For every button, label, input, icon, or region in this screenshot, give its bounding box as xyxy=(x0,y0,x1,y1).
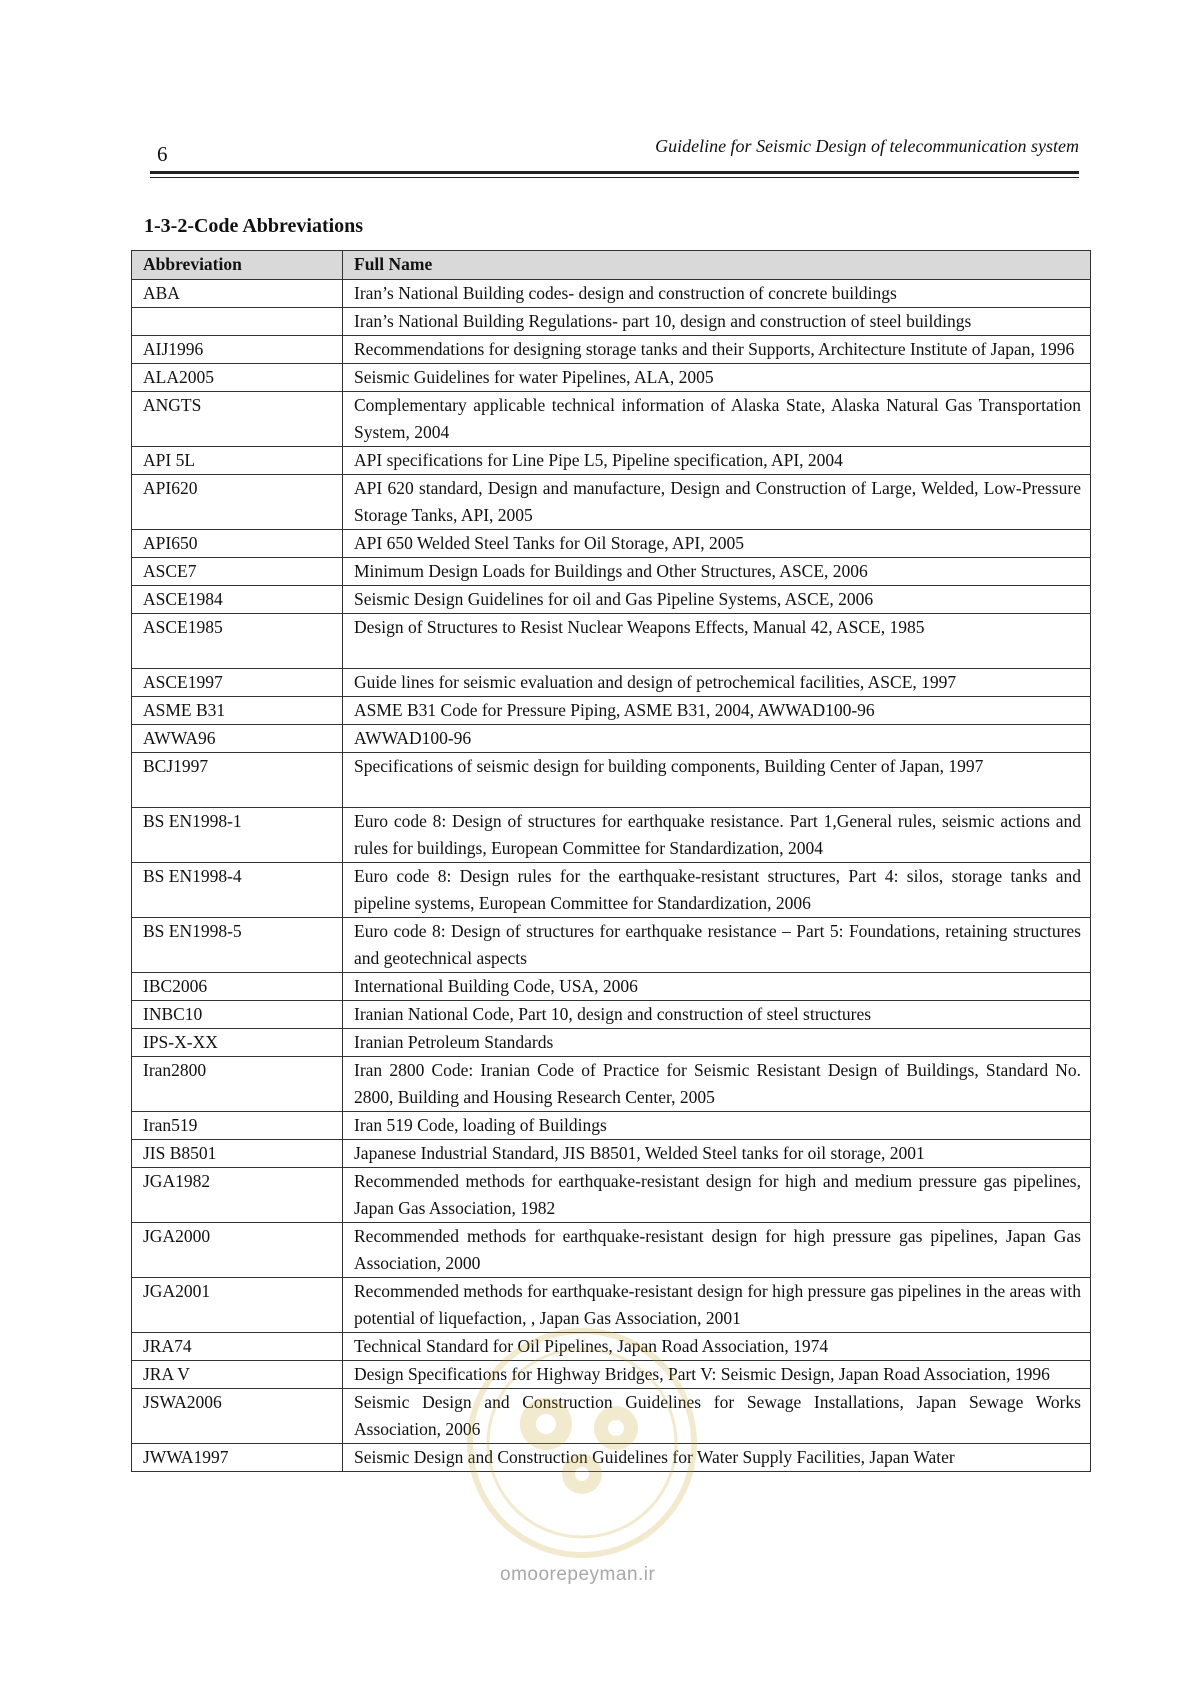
table-row xyxy=(132,1057,1091,1112)
full-name-text: Recommended methods for earthquake-resistant design for high pressure gas pipelines in the areas with potential of liquefaction, , Japan Gas Association, 2001 xyxy=(354,1281,1081,1328)
watermark-text: omoorepeyman.ir xyxy=(500,1564,656,1585)
full-name-text: Iranian Petroleum Standards xyxy=(354,1032,554,1052)
full-name-cell xyxy=(343,364,1091,392)
table-header-row xyxy=(132,251,1091,280)
full-name-cell xyxy=(343,1444,1091,1472)
table-row xyxy=(132,558,1091,586)
abbreviation-cell: Iran2800 xyxy=(132,1057,343,1112)
full-name-text: Design Specifications for Highway Bridges, Part V: Seismic Design, Japan Road Association, 1996 xyxy=(354,1364,1050,1384)
abbreviation-cell: ASCE1997 xyxy=(132,669,343,697)
abbreviation-cell: JSWA2006 xyxy=(132,1389,343,1444)
full-name-cell xyxy=(343,753,1091,808)
abbreviation-cell: BCJ1997 xyxy=(132,753,343,808)
full-name-text: Minimum Design Loads for Buildings and Other Structures, ASCE, 2006 xyxy=(354,561,868,581)
table-row xyxy=(132,669,1091,697)
abbreviation-cell: ALA2005 xyxy=(132,364,343,392)
abbreviation-cell: IBC2006 xyxy=(132,973,343,1001)
abbreviation-cell: JGA2000 xyxy=(132,1223,343,1278)
table-row xyxy=(132,1140,1091,1168)
full-name-cell xyxy=(343,1057,1091,1112)
abbreviation-cell: API 5L xyxy=(132,447,343,475)
table-row xyxy=(132,280,1091,308)
table-row xyxy=(132,1223,1091,1278)
full-name-cell xyxy=(343,808,1091,863)
abbreviation-cell: JWWA1997 xyxy=(132,1444,343,1472)
full-name-cell xyxy=(343,1168,1091,1223)
table-row xyxy=(132,697,1091,725)
full-name-cell xyxy=(343,1029,1091,1057)
full-name-text: Japanese Industrial Standard, JIS B8501, Welded Steel tanks for oil storage, 2001 xyxy=(354,1143,925,1163)
full-name-cell xyxy=(343,336,1091,364)
full-name-cell xyxy=(343,308,1091,336)
full-name-text: API specifications for Line Pipe L5, Pipeline specification, API, 2004 xyxy=(354,450,843,470)
full-name-text: Iran 519 Code, loading of Buildings xyxy=(354,1115,607,1135)
table-row xyxy=(132,918,1091,973)
full-name-cell xyxy=(343,725,1091,753)
full-name-text: Complementary applicable technical information of Alaska State, Alaska Natural Gas Transportation System, 2004 xyxy=(354,395,1081,442)
page-number: 6 xyxy=(157,142,168,166)
abbreviation-cell: ASCE7 xyxy=(132,558,343,586)
table-row xyxy=(132,308,1091,336)
full-name-cell xyxy=(343,1361,1091,1389)
abbreviations-table xyxy=(131,250,1091,1472)
full-name-text: ASME B31 Code for Pressure Piping, ASME B31, 2004, AWWAD100-96 xyxy=(354,700,875,720)
table-body xyxy=(132,280,1091,1472)
full-name-cell xyxy=(343,558,1091,586)
table-row xyxy=(132,863,1091,918)
table-row xyxy=(132,392,1091,447)
abbreviation-cell: ASME B31 xyxy=(132,697,343,725)
full-name-text: Euro code 8: Design rules for the earthquake-resistant structures, Part 4: silos, storage tanks and pipeline systems, European Committee for Standardization, 2006 xyxy=(354,866,1081,913)
full-name-cell xyxy=(343,973,1091,1001)
full-name-cell xyxy=(343,475,1091,530)
full-name-cell xyxy=(343,1140,1091,1168)
full-name-text: Guide lines for seismic evaluation and design of petrochemical facilities, ASCE, 1997 xyxy=(354,672,957,692)
table-row xyxy=(132,725,1091,753)
table-row xyxy=(132,364,1091,392)
column-header-abbreviation: Abbreviation xyxy=(132,251,343,280)
table-row xyxy=(132,1168,1091,1223)
full-name-text: API 650 Welded Steel Tanks for Oil Storage, API, 2005 xyxy=(354,533,744,553)
abbreviation-cell: BS EN1998-5 xyxy=(132,918,343,973)
full-name-cell xyxy=(343,530,1091,558)
abbreviation-cell xyxy=(132,308,343,336)
abbreviation-cell: JGA2001 xyxy=(132,1278,343,1333)
table-row xyxy=(132,530,1091,558)
section-heading: 1-3-2-Code Abbreviations xyxy=(144,215,364,237)
abbreviation-cell: INBC10 xyxy=(132,1001,343,1029)
abbreviation-cell: BS EN1998-1 xyxy=(132,808,343,863)
table-row xyxy=(132,475,1091,530)
full-name-text: AWWAD100-96 xyxy=(354,728,472,748)
running-title: Guideline for Seismic Design of telecommunication system xyxy=(655,136,1079,156)
abbreviation-cell: ANGTS xyxy=(132,392,343,447)
full-name-cell xyxy=(343,1001,1091,1029)
full-name-text: Recommended methods for earthquake-resistant design for high pressure gas pipelines, Japan Gas Association, 2000 xyxy=(354,1226,1081,1273)
full-name-cell xyxy=(343,697,1091,725)
full-name-text: Technical Standard for Oil Pipelines, Japan Road Association, 1974 xyxy=(354,1336,829,1356)
full-name-text: Iran 2800 Code: Iranian Code of Practice for Seismic Resistant Design of Buildings, Standard No. 2800, Building and Housing Research Center, 2005 xyxy=(354,1060,1081,1107)
abbreviation-cell: AIJ1996 xyxy=(132,336,343,364)
full-name-text: Recommended methods for earthquake-resistant design for high and medium pressure gas pipelines, Japan Gas Association, 1982 xyxy=(354,1171,1081,1218)
full-name-text: Euro code 8: Design of structures for earthquake resistance – Part 5: Foundations, retaining structures and geotechnical aspects xyxy=(354,921,1081,968)
full-name-cell xyxy=(343,1333,1091,1361)
abbreviation-cell: Iran519 xyxy=(132,1112,343,1140)
table-row xyxy=(132,1112,1091,1140)
header-rule xyxy=(150,171,1079,174)
full-name-text: Seismic Design and Construction Guidelines for Sewage Installations, Japan Sewage Works Association, 2006 xyxy=(354,1392,1081,1439)
full-name-text: Recommendations for designing storage tanks and their Supports, Architecture Institute of Japan, 1996 xyxy=(354,339,1075,359)
table-row xyxy=(132,1029,1091,1057)
column-header-full-name: Full Name xyxy=(343,251,1091,280)
full-name-text: Iranian National Code, Part 10, design and construction of steel structures xyxy=(354,1004,872,1024)
abbreviation-cell: AWWA96 xyxy=(132,725,343,753)
abbreviation-cell: API620 xyxy=(132,475,343,530)
table-row xyxy=(132,808,1091,863)
full-name-text: Specifications of seismic design for building components, Building Center of Japan, 1997 xyxy=(354,756,984,776)
full-name-text: Seismic Guidelines for water Pipelines, ALA, 2005 xyxy=(354,367,714,387)
abbreviation-cell: JRA V xyxy=(132,1361,343,1389)
abbreviation-cell: IPS-X-XX xyxy=(132,1029,343,1057)
full-name-cell xyxy=(343,1112,1091,1140)
abbreviation-cell: JGA1982 xyxy=(132,1168,343,1223)
full-name-cell xyxy=(343,447,1091,475)
full-name-cell xyxy=(343,918,1091,973)
full-name-text: Seismic Design and Construction Guidelines for Water Supply Facilities, Japan Water xyxy=(354,1447,955,1467)
abbreviation-cell: JRA74 xyxy=(132,1333,343,1361)
table-row xyxy=(132,753,1091,808)
table-row xyxy=(132,447,1091,475)
table-row xyxy=(132,336,1091,364)
header-rule-thin xyxy=(150,177,1079,178)
full-name-text: Iran’s National Building Regulations- part 10, design and construction of steel buildings xyxy=(354,311,972,331)
abbreviation-cell: ABA xyxy=(132,280,343,308)
full-name-cell xyxy=(343,280,1091,308)
abbreviation-cell: JIS B8501 xyxy=(132,1140,343,1168)
full-name-cell xyxy=(343,863,1091,918)
full-name-cell xyxy=(343,669,1091,697)
table-row xyxy=(132,586,1091,614)
table-row xyxy=(132,973,1091,1001)
table-row xyxy=(132,1001,1091,1029)
table-row xyxy=(132,614,1091,669)
full-name-text: Seismic Design Guidelines for oil and Gas Pipeline Systems, ASCE, 2006 xyxy=(354,589,874,609)
abbreviation-cell: ASCE1985 xyxy=(132,614,343,669)
abbreviation-cell: BS EN1998-4 xyxy=(132,863,343,918)
full-name-text: Iran’s National Building codes- design and construction of concrete buildings xyxy=(354,283,897,303)
full-name-cell xyxy=(343,1223,1091,1278)
full-name-cell xyxy=(343,1278,1091,1333)
full-name-cell xyxy=(343,614,1091,669)
full-name-cell xyxy=(343,586,1091,614)
watermark-logo xyxy=(466,1324,698,1562)
full-name-cell xyxy=(343,392,1091,447)
full-name-cell xyxy=(343,1389,1091,1444)
full-name-text: Euro code 8: Design of structures for earthquake resistance. Part 1,General rules, seismic actions and rules for buildings, European Committee for Standardization, 2004 xyxy=(354,811,1081,858)
abbreviation-cell: ASCE1984 xyxy=(132,586,343,614)
full-name-text: API 620 standard, Design and manufacture, Design and Construction of Large, Welded, Low-Pressure Storage Tanks, API, 2005 xyxy=(354,478,1081,525)
full-name-text: International Building Code, USA, 2006 xyxy=(354,976,638,996)
full-name-text: Design of Structures to Resist Nuclear Weapons Effects, Manual 42, ASCE, 1985 xyxy=(354,617,925,637)
abbreviation-cell: API650 xyxy=(132,530,343,558)
